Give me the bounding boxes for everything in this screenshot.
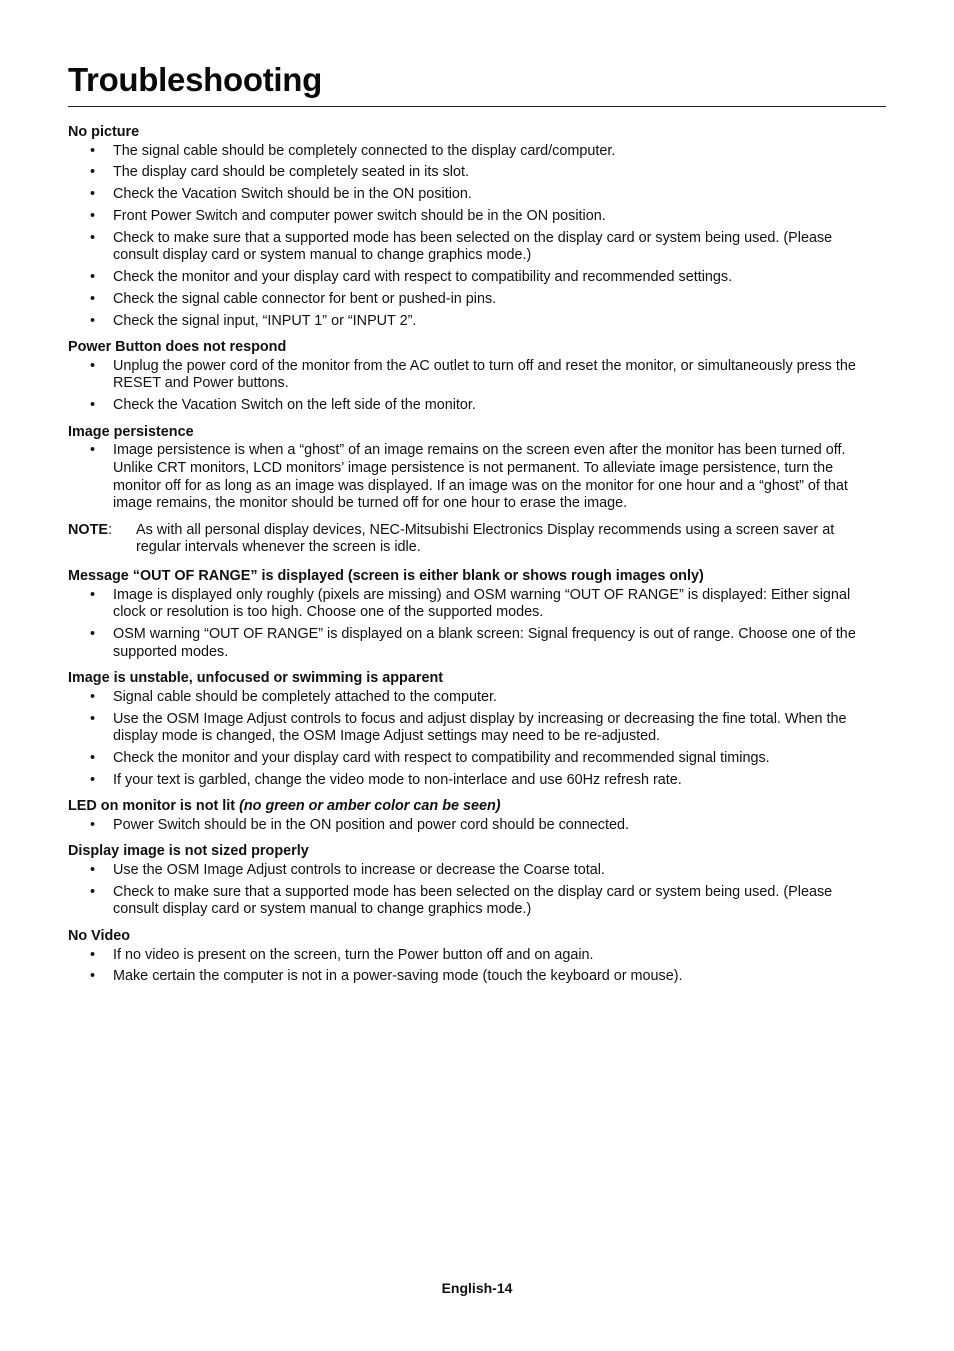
section-heading-text: Power Button does not respond — [68, 339, 287, 356]
list-item — [68, 947, 874, 965]
bullet-list — [68, 947, 874, 986]
section-heading-text: Display image is not sized properly — [68, 843, 309, 860]
list-item-text: The display card should be completely seated in its slot. — [113, 164, 469, 181]
list-item — [68, 186, 874, 204]
list-item-text: Unplug the power cord of the monitor from the AC outlet to turn off and reset the monitor, or simultaneously press the RESET and Power buttons. — [113, 357, 856, 392]
section-heading — [68, 568, 874, 586]
section-group-bottom — [68, 568, 874, 986]
bullet-icon: • — [90, 357, 96, 374]
list-item — [68, 968, 874, 986]
bullet-icon: • — [90, 586, 96, 603]
section-heading-text: LED on monitor is not lit — [68, 798, 236, 815]
section-heading-text: Image is unstable, unfocused or swimming is apparent — [68, 670, 444, 687]
section-heading-text: No Video — [68, 928, 131, 944]
bullet-icon: • — [90, 269, 96, 286]
section-image-is-unstable-unfocused-or-swimming-is-apparent — [68, 670, 874, 789]
list-item-text: Check the Vacation Switch on the left side of the monitor. — [113, 397, 476, 414]
bullet-icon: • — [90, 625, 96, 642]
section-heading — [68, 424, 874, 442]
section-display-image-is-not-sized-properly — [68, 843, 874, 919]
bullet-icon: • — [90, 229, 96, 246]
list-item-text: Check to make sure that a supported mode has been selected on the display card or system being used. (Please consult display card or system manual to change graphics mode.) — [113, 229, 833, 264]
list-item-text: OSM warning “OUT OF RANGE” is displayed on a blank screen: Signal frequency is out of range. Choose one of the supported modes. — [113, 625, 856, 660]
bullet-icon: • — [90, 186, 96, 203]
section-heading — [68, 843, 874, 861]
bullet-list — [68, 587, 874, 662]
bullet-icon: • — [90, 862, 96, 879]
bullet-icon: • — [90, 816, 96, 833]
bullet-list — [68, 689, 874, 790]
section-no-video — [68, 928, 874, 986]
section-message-out-of-range-is-displayed-screen-is-either-blank-or-shows-rough-images-only — [68, 568, 874, 661]
bullet-icon: • — [90, 710, 96, 727]
bullet-icon: • — [90, 164, 96, 181]
list-item — [68, 143, 874, 161]
page-title: Troubleshooting — [68, 61, 322, 98]
note-label — [68, 522, 136, 557]
list-item — [68, 208, 874, 226]
list-item — [68, 862, 874, 880]
section-heading — [68, 124, 874, 142]
section-led-on-monitor-is-not-lit — [68, 798, 874, 834]
bullet-icon: • — [90, 883, 96, 900]
list-item-text: Check the Vacation Switch should be in the ON position. — [113, 186, 472, 203]
list-item — [68, 711, 874, 746]
list-item — [68, 817, 874, 835]
bullet-icon: • — [90, 946, 96, 963]
list-item — [68, 269, 874, 287]
list-item — [68, 750, 874, 768]
list-item-text: Image persistence is when a “ghost” of an image remains on the screen even after the monitor has been turned off. Unlike CRT monitors, LCD monitors’ image persistence is not permanent. To alleviate image persistence, turn the monitor off for as long as an image was displayed. If an image was on the monitor for one hour and a “ghost” of that image remains, the monitor should be turned off for one hour to erase the image. — [113, 442, 848, 512]
bullet-list — [68, 143, 874, 331]
section-heading — [68, 670, 874, 688]
list-item-text: Signal cable should be completely attached to the computer. — [113, 688, 497, 705]
list-item — [68, 587, 874, 622]
list-item-text: Check to make sure that a supported mode has been selected on the display card or system being used. (Please consult display card or system manual to change graphics mode.) — [113, 883, 833, 918]
list-item — [68, 358, 874, 393]
section-heading-text: Message “OUT OF RANGE” is displayed (screen is either blank or shows rough images only) — [68, 567, 704, 584]
bullet-icon: • — [90, 142, 96, 159]
bullet-icon: • — [90, 290, 96, 307]
bullet-list — [68, 358, 874, 415]
bullet-icon: • — [90, 749, 96, 766]
bullet-icon: • — [90, 968, 96, 985]
bullet-icon: • — [90, 442, 96, 459]
section-no-picture — [68, 124, 874, 330]
page-number: English-14 — [441, 1280, 513, 1296]
note-label-text: NOTE — [68, 521, 108, 538]
section-heading-emphasis: (no green or amber color can be seen) — [239, 798, 501, 815]
note-text: As with all personal display devices, NEC-Mitsubishi Electronics Display recommends using a screen saver at regular intervals whenever the screen is idle. — [136, 521, 835, 556]
note-label-separator: : — [107, 521, 112, 538]
section-power-button-does-not-respond — [68, 339, 874, 415]
section-group-top — [68, 124, 874, 513]
section-heading-text: Image persistence — [68, 423, 194, 440]
list-item-text: If your text is garbled, change the video mode to non-interlace and use 60Hz refresh rate. — [113, 771, 682, 788]
list-item-text: Check the signal input, “INPUT 1” or “INPUT 2”. — [113, 312, 417, 329]
list-item-text: If no video is present on the screen, turn the Power button off and on again. — [113, 946, 594, 963]
bullet-icon: • — [90, 397, 96, 414]
list-item — [68, 689, 874, 707]
list-item-text: Power Switch should be in the ON position and power cord should be connected. — [113, 816, 629, 833]
bullet-icon: • — [90, 312, 96, 329]
bullet-list — [68, 862, 874, 919]
list-item-text: Make certain the computer is not in a power-saving mode (touch the keyboard or mouse). — [113, 968, 683, 985]
section-heading — [68, 798, 874, 816]
list-item-text: Front Power Switch and computer power switch should be in the ON position. — [113, 207, 606, 224]
list-item — [68, 164, 874, 182]
section-heading — [68, 339, 874, 357]
list-item — [68, 772, 874, 790]
list-item-text: Check the signal cable connector for bent or pushed-in pins. — [113, 290, 497, 307]
troubleshooting-content — [68, 124, 874, 995]
list-item — [68, 442, 874, 512]
section-heading-text: No picture — [68, 124, 140, 140]
list-item-text: Use the OSM Image Adjust controls to increase or decrease the Coarse total. — [113, 862, 605, 879]
bullet-icon: • — [90, 688, 96, 705]
bullet-list — [68, 442, 874, 512]
list-item — [68, 626, 874, 661]
list-item — [68, 230, 874, 265]
list-item — [68, 313, 874, 331]
bullet-list — [68, 817, 874, 835]
list-item-text: The signal cable should be completely connected to the display card/computer. — [113, 142, 616, 159]
list-item-text: Image is displayed only roughly (pixels are missing) and OSM warning “OUT OF RANGE” is displayed: Either signal clock or resolution is too high. Choose one of the supported modes. — [113, 586, 851, 621]
bullet-icon: • — [90, 771, 96, 788]
title-divider — [68, 106, 886, 107]
bullet-icon: • — [90, 207, 96, 224]
list-item-text: Check the monitor and your display card with respect to compatibility and recommended settings. — [113, 269, 733, 286]
note-block — [68, 522, 874, 557]
list-item — [68, 884, 874, 919]
list-item — [68, 291, 874, 309]
section-image-persistence — [68, 424, 874, 513]
list-item — [68, 397, 874, 415]
section-heading — [68, 928, 874, 946]
list-item-text: Use the OSM Image Adjust controls to focus and adjust display by increasing or decreasing the fine total. When the display mode is changed, the OSM Image Adjust settings may need to be re-adjusted. — [113, 710, 847, 745]
list-item-text: Check the monitor and your display card with respect to compatibility and recommended signal timings. — [113, 749, 770, 766]
